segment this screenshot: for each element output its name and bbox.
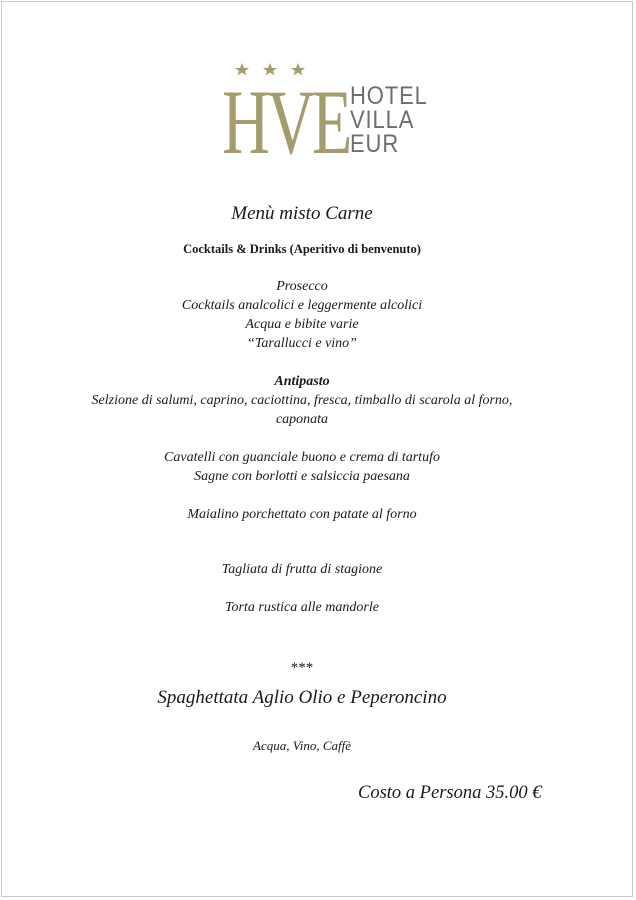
cocktail-item: Acqua e bibite varie: [245, 317, 359, 332]
separator: ***: [290, 660, 314, 676]
cocktail-item: Prosecco: [276, 279, 328, 294]
logo-name-line: EUR: [350, 130, 400, 158]
logo-name: [350, 84, 438, 156]
secondo-item: Maialino porchettato con patate al forno: [187, 507, 417, 522]
price-per-person: Costo a Persona 35.00 €: [358, 783, 542, 803]
logo-name-line: VILLA: [350, 106, 415, 134]
primo-item: Cavatelli con guanciale buono e crema di tartufo: [164, 450, 440, 465]
drinks-item: Acqua, Vino, Caffè: [253, 738, 351, 753]
antipasto-heading: Antipasto: [274, 374, 330, 389]
cocktail-item: “Tarallucci e vino”: [247, 336, 357, 351]
logo-name-line: HOTEL: [350, 82, 428, 110]
cocktails-heading: Cocktails & Drinks (Aperitivo di benvenuto): [183, 242, 421, 256]
dolce-item: Torta rustica alle mandorle: [225, 600, 379, 615]
spaghettata-item: Spaghettata Aglio Olio e Peperoncino: [157, 687, 447, 708]
antipasto-line: caponata: [275, 412, 329, 427]
hotel-logo: [222, 62, 442, 173]
cocktail-item: Cocktails analcolici e leggermente alcolici: [181, 298, 423, 313]
menu-title: Menù misto Carne: [231, 203, 373, 224]
logo-monogram: HVE: [222, 71, 350, 173]
antipasto-line: Selzione di salumi, caprino, caciottina, fresca, timballo di scarola al forno,: [91, 393, 513, 408]
frutta-item: Tagliata di frutta di stagione: [221, 562, 383, 577]
primo-item: Sagne con borlotti e salsiccia paesana: [194, 469, 410, 484]
